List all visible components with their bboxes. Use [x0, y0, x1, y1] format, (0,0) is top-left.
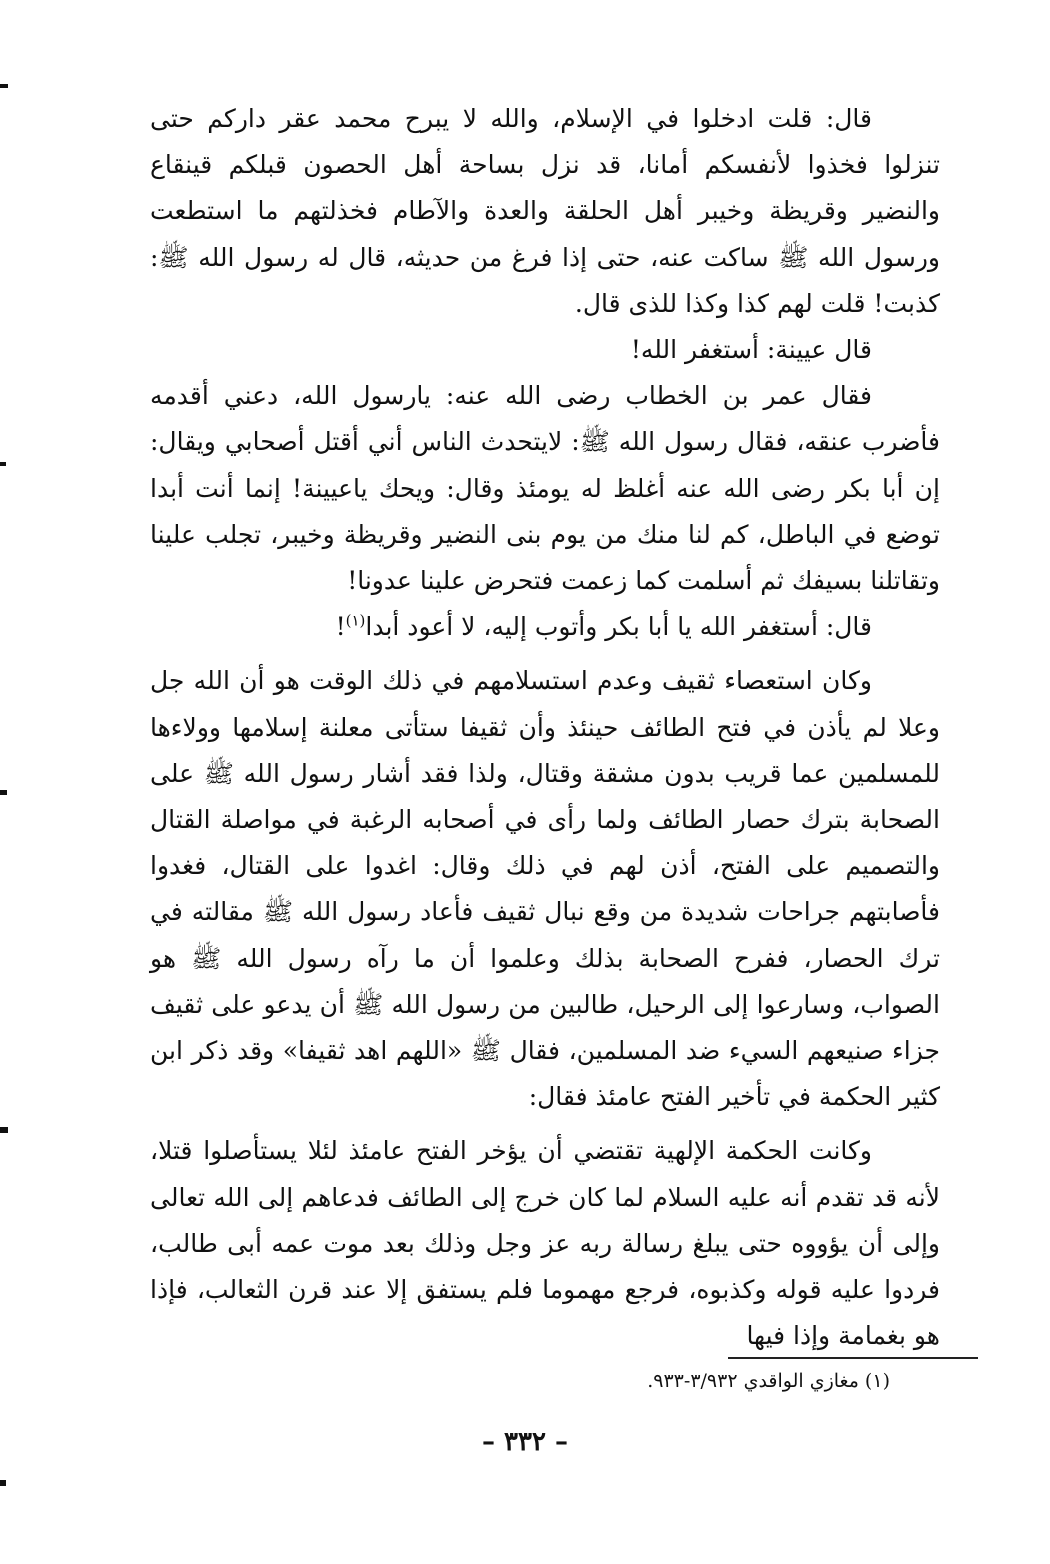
paragraph-4-tail: !: [335, 612, 346, 642]
paragraph-6: وكانت الحكمة الإلهية تقتضي أن يؤخر الفتح عامئذ لئلا يستأصلوا قتلا، لأنه قد تقدم أنه عليه السلام لما كان خرج إلى الطائف فدعاهم إلى الله تعالى وإلى أن يؤووه حتى يبلغ رسالة ربه عز وجل وذلك بعد موت عمه أبى طالب، فردوا عليه قوله وكذبوه، فرجع مهموما فلم يستفق إلا عند قرن الثعالب، فإذا هو بغمامة وإذا فيها: [150, 1136, 940, 1351]
paragraph-2: قال عيينة: أستغفر الله!: [630, 335, 872, 365]
paragraph-4-text: قال: أستغفر الله يا أبا بكر وأتوب إليه، لا أعود أبدا: [365, 612, 872, 642]
scan-edge-mark: [0, 84, 8, 88]
main-text: [150, 96, 940, 1359]
scan-edge-mark: [0, 1480, 6, 1486]
scan-edge-mark: [0, 790, 7, 795]
paragraph-4: [150, 604, 940, 650]
scan-edge-mark: [0, 1127, 8, 1133]
page-number: – ٣٣٢ –: [481, 1427, 569, 1457]
scan-edge-mark: [0, 462, 6, 466]
footnote: (١) مغازي الواقدي ٣/٩٣٢-٩٣٣.: [647, 1370, 890, 1392]
footnote-reference: (١): [345, 611, 366, 630]
paragraph-5: وكان استعصاء ثقيف وعدم استسلامهم في ذلك الوقت هو أن الله جل وعلا لم يأذن في فتح الطائف حينئذ وأن ثقيفا ستأتى معلنة إسلامها وولاءها للمسلمين عما قريب بدون مشقة وقتال، ولذا فقد أشار رسول الله ﷺ على الصحابة بترك حصار الطائف ولما رأى في أصحابه الرغبة في مواصلة القتال والتصميم على الفتح، أذن لهم في ذلك وقال: اغدوا على القتال، فغدوا فأصابتهم جراحات شديدة من وقع نبال ثقيف فأعاد رسول الله ﷺ مقالته في ترك الحصار، ففرح الصحابة بذلك وعلموا أن ما رآه رسول الله ﷺ هو الصواب، وسارعوا إلى الرحيل، طالبين من رسول الله ﷺ أن يدعو على ثقيف جزاء صنيعهم السيء ضد المسلمين، فقال ﷺ «اللهم اهد ثقيفا» وقد ذكر ابن كثير الحكمة في تأخير الفتح عامئذ فقال:: [150, 666, 940, 1112]
paragraph-3: فقال عمر بن الخطاب رضى الله عنه: يارسول الله، دعني أقدمه فأضرب عنقه، فقال رسول الله ﷺ: لايتحدث الناس أني أقتل أصحابي ويقال: إن أبا بكر رضى الله عنه أغلظ له يومئذ وقال: ويحك ياعيينة! إنما أنت أبدا توضع في الباطل، كم لنا منك من يوم بنى النضير وقريظة وخيبر، تجلب علينا وتقاتلنا بسيفك ثم أسلمت كما زعمت فتحرض علينا عدونا!: [150, 381, 940, 596]
footnote-separator: [728, 1357, 978, 1359]
paragraph-1: قال: قلت ادخلوا في الإسلام، والله لا يبرح محمد عقر داركم حتى تنزلوا فخذوا لأنفسكم أمانا، قد نزل بساحة أهل الحصون قبلكم قينقاع والنضير وقريظة وخيبر أهل الحلقة والعدة والآطام فخذلتهم ما استطعت ورسول الله ﷺ ساكت عنه، حتى إذا فرغ من حديثه، قال له رسول الله ﷺ: كذبت! قلت لهم كذا وكذا للذى قال.: [150, 104, 940, 318]
